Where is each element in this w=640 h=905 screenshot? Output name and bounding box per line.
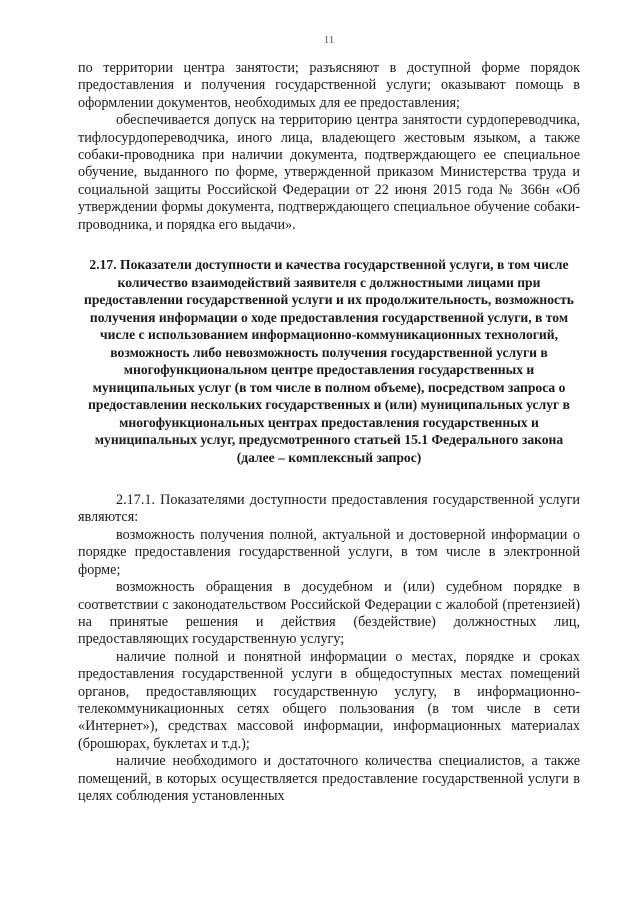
list-item: возможность получения полной, актуальной и достоверной информации о порядке предоставления государственной услуги, в том числе в электронной форме;: [78, 526, 580, 578]
page-number: 11: [323, 34, 335, 46]
paragraph-access: обеспечивается допуск на территорию центра занятости сурдопереводчика, тифлосурдопереводчика, иного лица, владеющего жестовым языком, а также собаки-проводника при наличии документа, подтверждающего ее специальное обучение, выданного по форме, утвержденной приказом Министерства труда и социальной защиты Российской Федерации от 22 июня 2015 года № 366н «Об утверждении формы документа, подтверждающего специальное обучение собаки-проводника, и порядка его выдачи».: [78, 112, 580, 233]
subsection-intro: 2.17.1. Показателями доступности предоставления государственной услуги являются:: [78, 492, 580, 526]
list-item: возможность обращения в досудебном и (или) судебном порядке в соответствии с законодательством Российской Федерации с жалобой (претензией) на принятые решения и действия (бездействие) должностных лиц, предоставляющих государственную услугу;: [78, 579, 580, 648]
paragraph-continuation: по территории центра занятости; разъясняют в доступной форме порядок предоставления и получения государственной услуги; оказывают помощь в оформлении документов, необходимых для ее предоставления;: [78, 60, 580, 111]
list-item: наличие необходимого и достаточного количества специалистов, а также помещений, в которых осуществляется предоставление государственной услуги в целях соблюдения установленных: [78, 753, 580, 804]
list-item: наличие полной и понятной информации о местах, порядке и сроках предоставления государственной услуги в общедоступных местах помещений органов, предоставляющих государственную услугу, в информационно-телекоммуникационных сетях общего пользования (в том числе в сети «Интернет»), средствах массовой информации, информационных материалах (брошюрах, буклетах и т.д.);: [78, 648, 580, 752]
section-heading: 2.17. Показатели доступности и качества государственной услуги, в том числе количество взаимодействий заявителя с должностными лицами при предоставлении государственной услуги и их продолжительность, возможность получения информации о ходе предоставления государственной услуги, в том числе с использованием информационно-коммуникационных технологий, возможность либо невозможность получения государственной услуги в многофункциональном центре предоставления государственных и муниципальных услуг (в том числе в полном объеме), посредством запроса о предоставлении нескольких государственных и (или) муниципальных услуг в многофункциональных центрах предоставления государственных и муниципальных услуг, предусмотренного статьей 15.1 Федерального закона (далее – комплексный запрос): [84, 257, 574, 465]
